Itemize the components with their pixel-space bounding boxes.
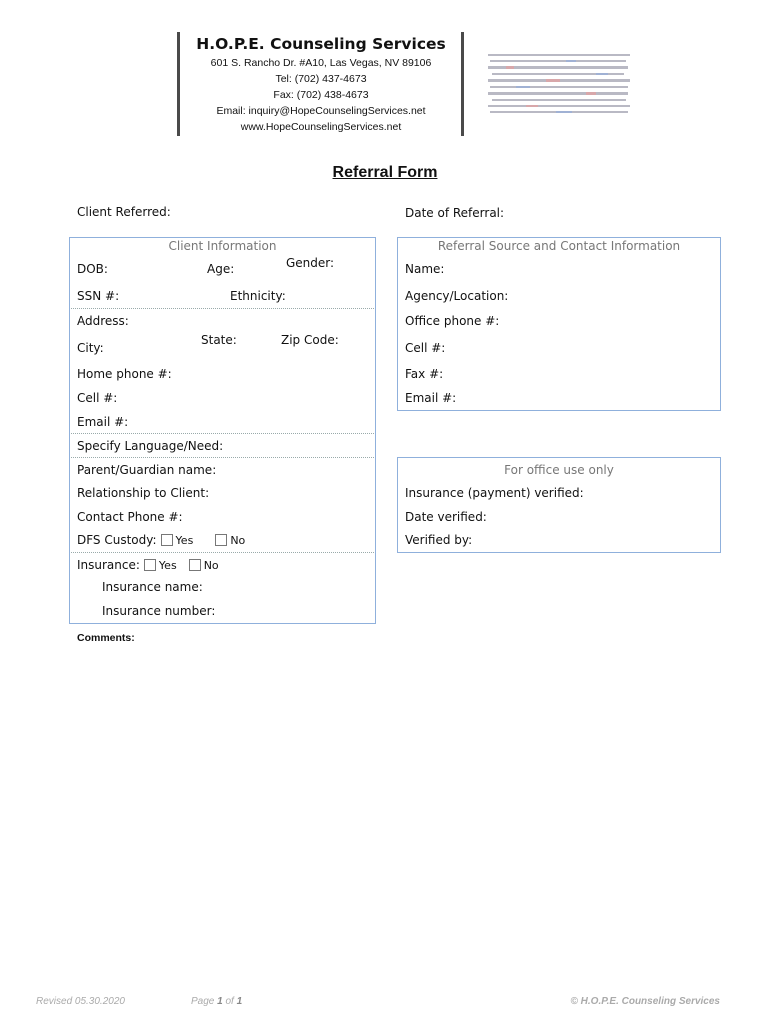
ssn-field[interactable]: SSN #:	[77, 289, 120, 303]
source-fax-field[interactable]: Fax #:	[405, 367, 444, 381]
office-use-title: For office use only	[504, 463, 614, 477]
insurance-name-field[interactable]: Insurance name:	[102, 580, 203, 594]
office-phone-field[interactable]: Office phone #:	[405, 314, 500, 328]
source-cell-field[interactable]: Cell #:	[405, 341, 446, 355]
dfs-no-label: No	[230, 534, 246, 547]
insurance-label: Insurance:	[77, 558, 140, 572]
relationship-field[interactable]: Relationship to Client:	[77, 486, 210, 500]
divider	[71, 552, 374, 553]
org-website: www.HopeCounselingServices.net	[240, 121, 402, 133]
divider	[71, 308, 374, 309]
form-title: Referral Form	[332, 164, 438, 181]
referral-source-title: Referral Source and Contact Information	[437, 239, 681, 253]
source-name-field[interactable]: Name:	[405, 262, 445, 276]
state-field[interactable]: State:	[201, 333, 237, 347]
divider	[71, 433, 374, 434]
email-field[interactable]: Email #:	[77, 415, 129, 429]
zip-code-field[interactable]: Zip Code:	[281, 333, 339, 347]
dob-field[interactable]: DOB:	[77, 262, 108, 276]
date-of-referral-label: Date of Referral:	[405, 206, 505, 220]
dfs-no-checkbox[interactable]	[215, 534, 227, 546]
gender-field[interactable]: Gender:	[286, 256, 335, 270]
insurance-no-checkbox[interactable]	[189, 559, 201, 571]
letterhead	[182, 34, 460, 135]
source-email-field[interactable]: Email #:	[405, 391, 457, 405]
client-info-title: Client Information	[168, 239, 277, 253]
insurance-verified-field[interactable]: Insurance (payment) verified:	[405, 486, 584, 500]
page-of: of	[222, 996, 237, 1007]
header-right-bar	[461, 32, 464, 136]
language-need-field[interactable]: Specify Language/Need:	[77, 439, 224, 453]
ethnicity-field[interactable]: Ethnicity:	[230, 289, 286, 303]
age-field[interactable]: Age:	[207, 262, 235, 276]
org-name: H.O.P.E. Counseling Services	[196, 35, 446, 53]
insurance-no-label: No	[203, 559, 219, 572]
header-left-bar	[177, 32, 180, 136]
insurance-row	[77, 558, 219, 573]
logo-image	[486, 46, 632, 122]
contact-phone-field[interactable]: Contact Phone #:	[77, 510, 183, 524]
copyright: © H.O.P.E. Counseling Services	[570, 996, 720, 1007]
revised-date: Revised 05.30.2020	[36, 996, 125, 1007]
date-verified-field[interactable]: Date verified:	[405, 510, 487, 524]
page-indicator	[191, 996, 242, 1007]
city-field[interactable]: City:	[77, 341, 104, 355]
dfs-yes-checkbox[interactable]	[161, 534, 173, 546]
agency-location-field[interactable]: Agency/Location:	[405, 289, 509, 303]
divider	[71, 457, 374, 458]
home-phone-field[interactable]: Home phone #:	[77, 367, 172, 381]
org-tel: Tel: (702) 437-4673	[275, 73, 367, 85]
cell-field[interactable]: Cell #:	[77, 391, 118, 405]
comments-label: Comments:	[77, 632, 135, 644]
page-prefix: Page	[191, 996, 218, 1007]
insurance-number-field[interactable]: Insurance number:	[102, 604, 216, 618]
verified-by-field[interactable]: Verified by:	[405, 533, 473, 547]
address-field[interactable]: Address:	[77, 314, 129, 328]
client-referred-label: Client Referred:	[77, 205, 171, 219]
insurance-yes-label: Yes	[158, 559, 177, 572]
org-email: Email: inquiry@HopeCounselingServices.net	[216, 105, 426, 117]
insurance-yes-checkbox[interactable]	[144, 559, 156, 571]
dfs-custody-row	[77, 533, 245, 548]
page-total: 1	[236, 996, 243, 1007]
org-address: 601 S. Rancho Dr. #A10, Las Vegas, NV 89106	[210, 57, 432, 69]
page-number: 1	[217, 996, 223, 1007]
guardian-name-field[interactable]: Parent/Guardian name:	[77, 463, 217, 477]
dfs-custody-label: DFS Custody:	[77, 533, 157, 547]
org-fax: Fax: (702) 438-4673	[273, 89, 369, 101]
dfs-yes-label: Yes	[175, 534, 194, 547]
